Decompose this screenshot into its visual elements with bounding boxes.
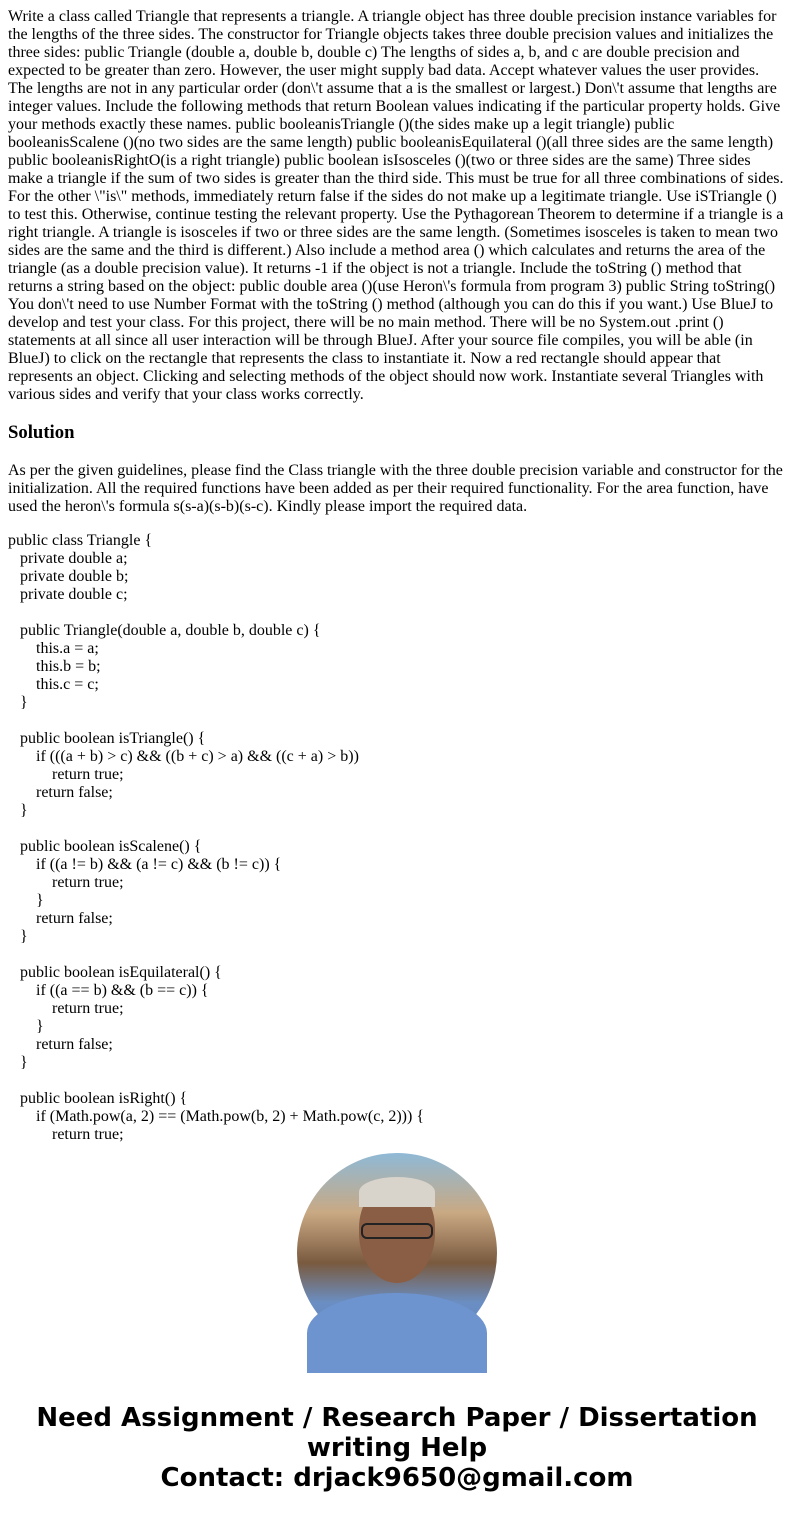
contact-footer xyxy=(0,1403,794,1493)
help-banner: Need Assignment / Research Paper / Dissertation writing Help xyxy=(36,1403,758,1463)
code-block: public class Triangle { private double a; private double b; private double c; public Triangle(double a, double b, double c) { this.a = a; this.b = b; this.c = c; } public boolean isTriangle() { if (((a + b) > c) && ((b + c) > a) && ((c + a) > b)) return true; return false; } public boolean isScalene() { if ((a != b) && (a != c) && (b != c)) { return true; } return false; } public boolean isEquilateral() { if ((a == b) && (b == c)) { return true; } return false; } public boolean isRight() { if (Math.pow(a, 2) == (Math.pow(b, 2) + Math.pow(c, 2))) { return true; xyxy=(8,532,424,1143)
author-avatar xyxy=(297,1153,497,1353)
solution-heading: Solution xyxy=(8,422,75,443)
solution-intro: As per the given guidelines, please find the Class triangle with the three double precision variable and constructor for the initialization. All the required functions have been added as per their required functionality. For the area function, have used the heron\'s formula s(s-a)(s-b)(s-c). Kindly please import the required data. xyxy=(8,462,783,515)
contact-email: Contact: drjack9650@gmail.com xyxy=(160,1463,634,1493)
question-text: Write a class called Triangle that represents a triangle. A triangle object has three double precision instance variables for the lengths of the three sides. The constructor for Triangle objects takes three double precision values and initializes the three sides: public Triangle (double a, double b, double c) The lengths of sides a, b, and c are double precision and expected to be greater than zero. However, the user might supply bad data. Accept whatever values the user provides. The lengths are not in any particular order (don\'t assume that a is the smallest or largest.) Don\'t assume that lengths are integer values. Include the following methods that return Boolean values indicating if the particular property holds. Give your methods exactly these names. public booleanisTriangle ()(the sides make up a legit triangle) public booleanisScalene ()(no two sides are the same length) public booleanisEquilateral ()(all three sides are the same length) public booleanisRightO(is a right triangle) public boolean isIsosceles ()(two or three sides are the same) Three sides make a triangle if the sum of two sides is greater than the third side. This must be true for all three combinations of sides. For the other \"is\" methods, immediately return false if the sides do not make up a legitimate triangle. Use iSTriangle () to test this. Otherwise, continue testing the relevant property. Use the Pythagorean Theorem to determine if a triangle is a right triangle. A triangle is isosceles if two or three sides are the same length. (Sometimes isosceles is taken to mean two sides are the same and the third is different.) Also include a method area () which calculates and returns the area of the triangle (as a double precision value). It returns -1 if the object is not a triangle. Include the toString () method that returns a string based on the object: public double area ()(use Heron\'s formula from program 3) public String toString() You don\'t need to use Number Format with the toString () method (although you can do this if you want.) Use BlueJ to develop and test your class. For this project, there will be no main method. There will be no System.out .print () statements at all since all user interaction will be through BlueJ. After your source file compiles, you will be able (in BlueJ) to click on the rectangle that represents the class to instantiate it. Now a red rectangle should appear that represents an object. Clicking and selecting methods of the object should now work. Instantiate several Triangles with various sides and verify that your class works correctly. xyxy=(8,8,784,403)
